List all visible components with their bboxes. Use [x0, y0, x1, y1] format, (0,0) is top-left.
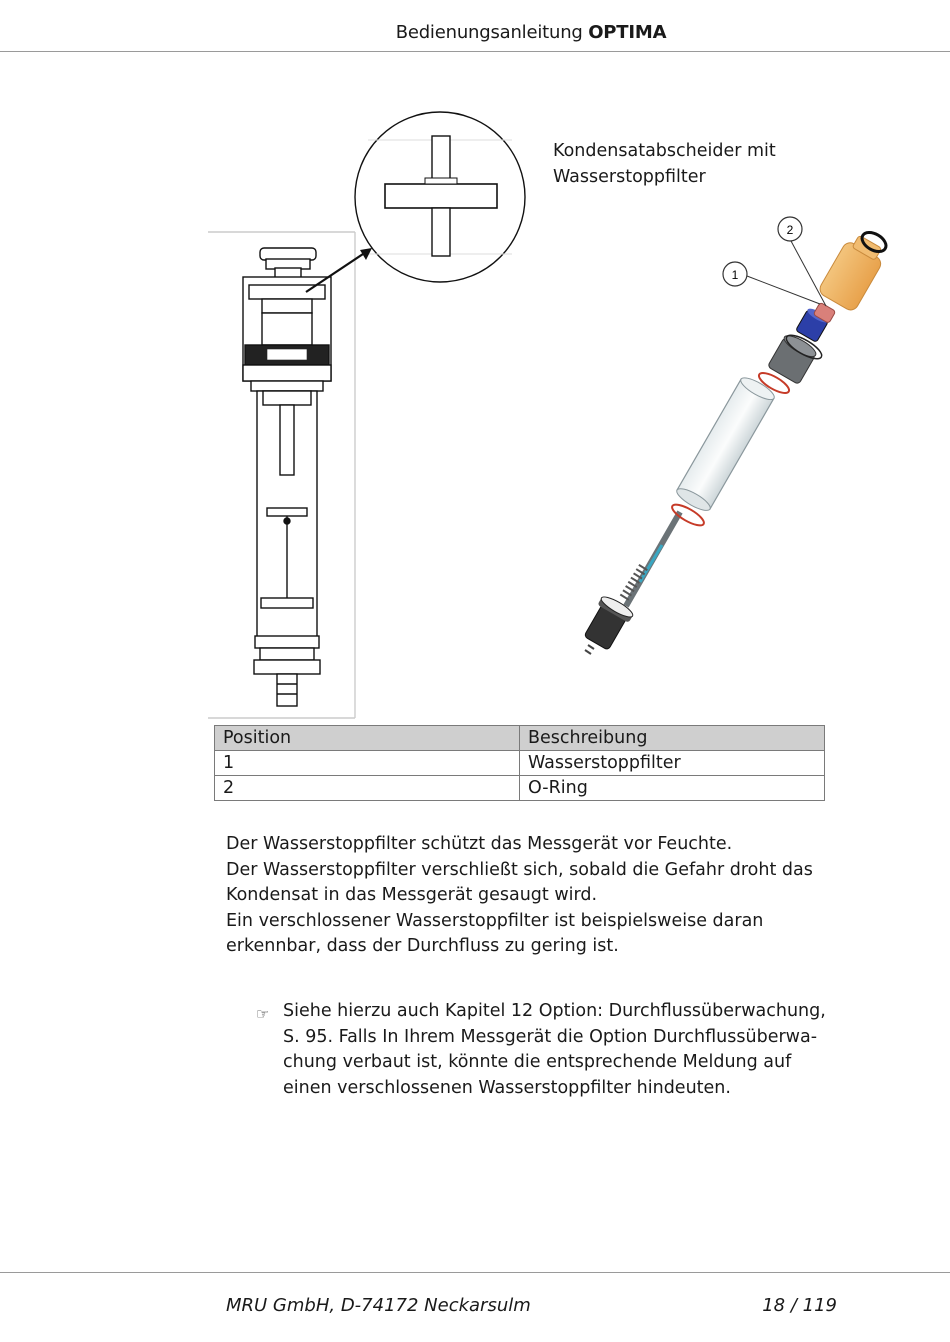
note-text: Siehe hierzu auch Kapitel 12 Option: Durchflussüberwachung, S. 95. Falls In Ihrem Messgerät die Option Durchflussüberwa-chung verbaut ist, könnte die entsprechende Meldung auf einen verschlossenen Wasserstoppfilter hindeuten. [283, 1001, 826, 1098]
table-row [215, 751, 825, 776]
table-header-row [215, 726, 825, 751]
table-row [215, 776, 825, 801]
marker-2-label: 2 [786, 223, 794, 237]
figure-callout: Kondensatabscheider mit Wasserstoppfilter [553, 141, 776, 187]
product-name: OPTIMA [588, 22, 667, 43]
page-number: 18 / 119 [762, 1295, 837, 1316]
body-paragraph: Der Wasserstoppfilter schützt das Messgerät vor Feuchte. Der Wasserstoppfilter verschließt sich, sobald die Gefahr droht das Kondensat in das Messgerät gesaugt wird. Ein verschlossener Wasserstoppfilter ist beispielsweise daran erkennbar, dass der Durchfluss zu gering ist. [226, 834, 813, 956]
table-cell: 2 [215, 776, 520, 801]
footer-company: MRU GmbH, D-74172 Neckarsulm [226, 1295, 531, 1316]
table-cell: O-Ring [520, 776, 825, 801]
footer-divider [0, 1272, 950, 1273]
pointing-hand-icon: ☞ [256, 1005, 270, 1023]
header-title: Bedienungsanleitung OPTIMA [395, 22, 667, 43]
exploded-view [580, 217, 889, 654]
column-header-description: Beschreibung [520, 726, 825, 751]
position-table [214, 725, 825, 801]
marker-1-label: 1 [731, 268, 739, 282]
line-drawing [208, 232, 355, 718]
table-cell: Wasserstoppfilter [520, 751, 825, 776]
column-header-position: Position [215, 726, 520, 751]
detail-zoom-circle [306, 112, 525, 292]
table-cell: 1 [215, 751, 520, 776]
